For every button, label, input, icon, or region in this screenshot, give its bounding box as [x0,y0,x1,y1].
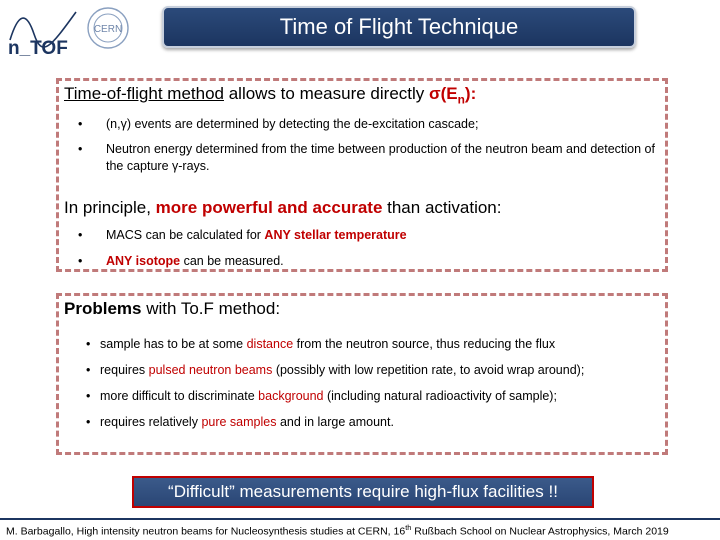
list-item-text: can be measured. [180,254,284,268]
list-item [78,227,658,244]
list-item-text: from the neutron source, thus reducing the flux [293,337,556,351]
list-item-text: (including natural radioactivity of sample); [323,389,557,403]
conclusion-banner [132,476,594,508]
list-item [86,388,654,405]
ntof-logo [4,4,80,56]
list-item-emphasis: pulsed neutron beams [148,363,273,377]
cern-logo [82,4,134,52]
list-item-emphasis: background [258,389,324,403]
problems-heading [64,299,280,319]
method-heading-text: allows to measure directly [223,84,430,103]
list-item [78,253,658,270]
bullet-glyph: • [78,228,83,242]
sigma-symbol: σ(E [429,84,458,103]
bullet-glyph: • [78,117,83,131]
method-heading [64,84,476,106]
footer-text: Rußbach School on Nuclear Astrophysics, March 2019 [411,525,669,538]
list-item [78,141,658,175]
method-heading-link: Time-of-flight method [64,84,224,103]
principle-heading [64,198,501,218]
bullet-glyph: • [86,389,91,403]
list-item-emphasis: pure samples [201,415,277,429]
footer-divider [0,518,720,520]
list-item-emphasis: distance [246,337,294,351]
list-item-text: sample has to be at some [100,337,247,351]
footer-citation [6,523,669,538]
principle-list [78,227,658,279]
list-item-text: Neutron energy determined from the time between production of the neutron beam and detection of the capture γ-rays. [106,142,655,173]
problems-heading-bold: Problems [64,299,142,318]
method-list [78,116,658,183]
list-item-text: requires [100,363,149,377]
principle-heading-text: than activation: [382,198,502,217]
list-item [78,116,658,133]
list-item [86,336,654,353]
list-item-text: (possibly with low repetition rate, to avoid wrap around); [272,363,585,377]
sigma-subscript: n [457,92,465,107]
list-item [86,414,654,431]
footer-text: M. Barbagallo, High intensity neutron beams for Nucleosynthesis studies at CERN, 16 [6,525,406,538]
list-item-text: more difficult to discriminate [100,389,259,403]
slide-title: Time of Flight Technique [279,14,519,39]
list-item-text: requires relatively [100,415,202,429]
list-item-text: MACS can be calculated for [106,228,265,242]
problems-heading-text: with To.F method: [141,299,281,318]
sigma-close: ): [464,84,477,103]
list-item [86,362,654,379]
cern-logo-text: CERN [93,24,123,35]
principle-heading-text: In principle, [64,198,156,217]
list-item-text: (n,γ) events are determined by detecting the de-excitation cascade; [106,117,479,131]
ntof-logo-text: n_TOF [8,38,68,56]
problems-list [86,336,654,440]
bullet-glyph: • [86,363,91,377]
list-item-emphasis: ANY isotope [106,254,181,268]
bullet-glyph: • [86,337,91,351]
bullet-glyph: • [86,415,91,429]
list-item-emphasis: ANY stellar temperature [264,228,407,242]
slide-title-box [162,6,636,48]
principle-heading-emphasis: more powerful and accurate [155,198,383,217]
bullet-glyph: • [78,254,83,268]
footer-superscript: th [405,523,412,532]
bullet-glyph: • [78,142,83,156]
conclusion-banner-text: “Difficult” measurements require high-flux facilities !! [168,482,558,501]
list-item-text: and in large amount. [276,415,394,429]
